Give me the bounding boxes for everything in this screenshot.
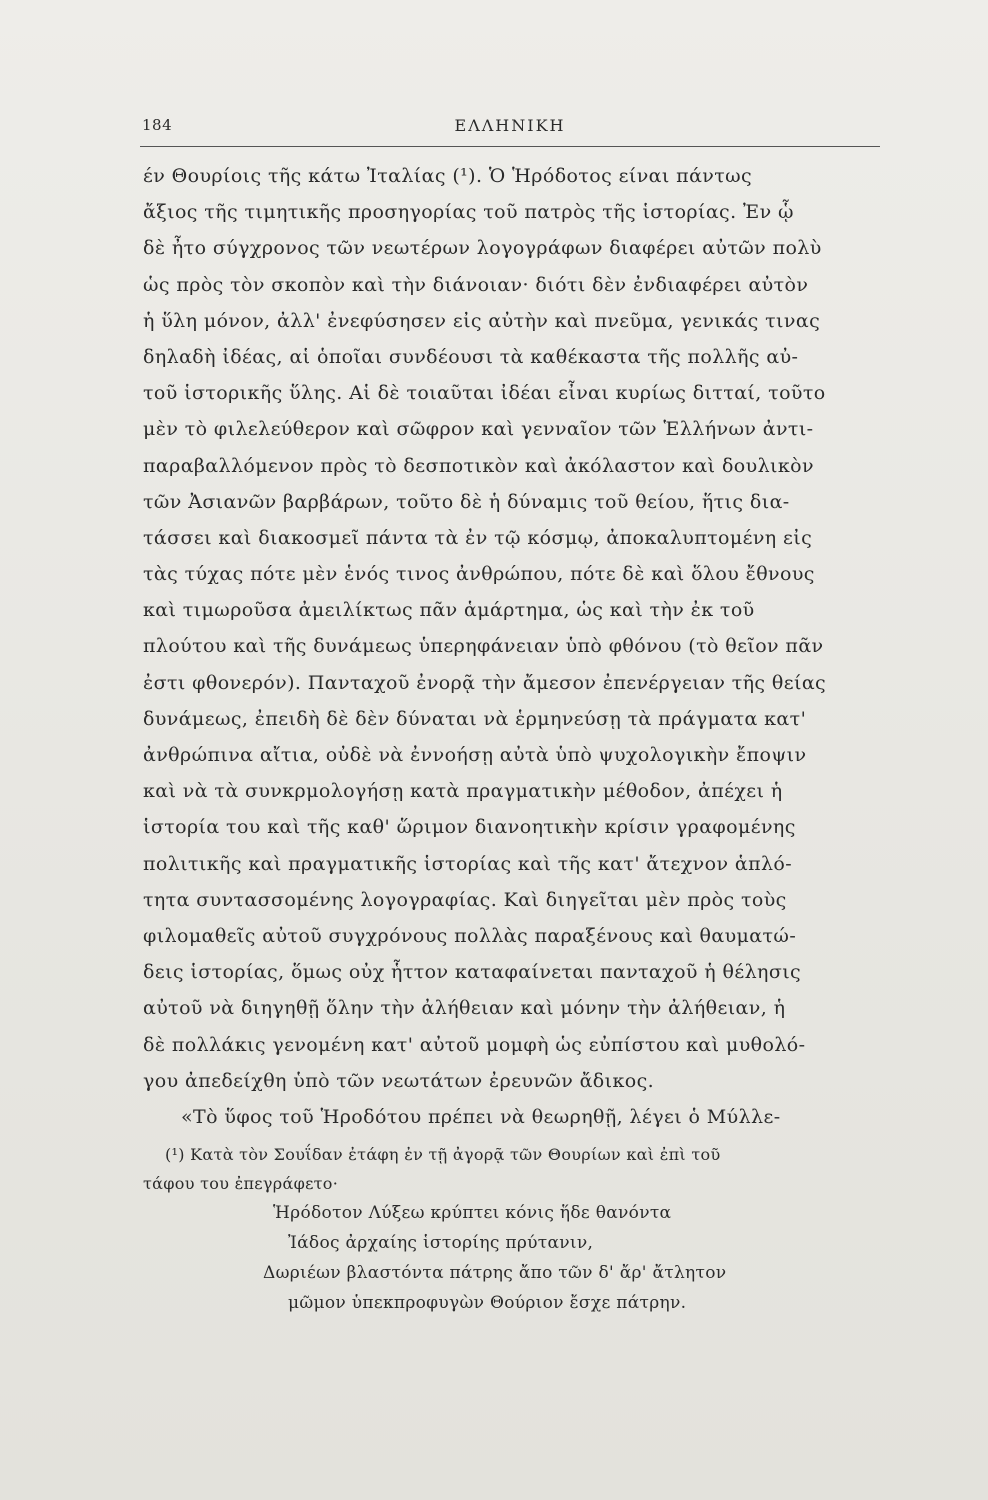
text-line: ἄξιος τῆς τιμητικῆς προσηγορίας τοῦ πατρὸς τῆς ἱστορίας. Ἐν ᾧ [143, 201, 794, 224]
text-line: πολιτικῆς καὶ πραγματικῆς ἱστορίας καὶ τῆς κατ' ἄτεχνον ἁπλό- [143, 852, 793, 875]
text-line: δὲ πολλάκις γενομένη κατ' αὐτοῦ μομφὴ ὡς εὐπίστου καὶ μυθολό- [143, 1033, 806, 1056]
text-line: καὶ τιμωροῦσα ἀμειλίκτως πᾶν ἁμάρτημα, ὡς καὶ τὴν ἐκ τοῦ [143, 599, 755, 622]
text-line: γου ἀπεδείχθη ὑπὸ τῶν νεωτάτων ἐρευνῶν ἄδικος. [143, 1069, 655, 1092]
text-line: «Τὸ ὕφος τοῦ Ἡροδότου πρέπει νὰ θεωρηθῇ, λέγει ὁ Μύλλε- [181, 1105, 781, 1128]
text-line: τῶν Ἀσιανῶν βαρβάρων, τοῦτο δὲ ἡ δύναμις τοῦ θείου, ἥτις δια- [143, 490, 790, 513]
text-line: δὲ ἦτο σύγχρονος τῶν νεωτέρων λογογράφων διαφέρει αὐτῶν πολὺ [143, 237, 822, 260]
text-line: έν Θουρίοις τῆς κάτω Ἰταλίας (¹). Ὁ Ἡρόδοτος είναι πάντως [143, 165, 753, 187]
text-line: ὡς πρὸς τὸν σκοπὸν καὶ τὴν διάνοιαν· διότι δὲν ἐνδιαφέρει αὐτὸν [143, 273, 809, 296]
epigram-verse: Ἰάδος ἀρχαίης ἱστορίης πρύτανιν, [288, 1233, 594, 1253]
footnote [143, 1140, 878, 1318]
main-text [143, 158, 878, 1135]
text-line: φιλομαθεῖς αὐτοῦ συγχρόνους πολλὰς παραξένους καὶ θαυματώ- [143, 924, 797, 947]
text-line: τητα συντασσομένης λογογραφίας. Καὶ διηγεῖται μὲν πρὸς τοὺς [143, 888, 787, 911]
page-header [140, 116, 880, 147]
text-line: τὰς τύχας πότε μὲν ἑνός τινος ἀνθρώπου, πότε δὲ καὶ ὅλου ἔθνους [143, 563, 815, 586]
text-line: καὶ νὰ τὰ συνκρμολογήσῃ κατὰ πραγματικὴν μέθοδον, ἀπέχει ἡ [143, 780, 783, 803]
text-line: τοῦ ἱστορικῆς ὕλης. Αἱ δὲ τοιαῦται ἰδέαι εἶναι κυρίως διτταί, τοῦτο [143, 382, 826, 405]
text-line: ἡ ὕλη μόνον, ἀλλ' ἐνεφύσησεν εἰς αὐτὴν καὶ πνεῦμα, γενικάς τινας [143, 309, 821, 332]
page-number: 184 [142, 116, 173, 134]
footnote-line: τάφου του ἐπεγράφετο· [143, 1174, 339, 1193]
text-line: ἐστι φθονερόν). Πανταχοῦ ἐνορᾷ τὴν ἄμεσον ἐπενέργειαν τῆς θείας [143, 671, 827, 694]
text-line: ἀνθρώπινα αἴτια, οὐδὲ νὰ ἐννοήσῃ αὐτὰ ὑπὸ ψυχολογικὴν ἔποψιν [143, 744, 807, 766]
text-line: αὐτοῦ νὰ διηγηθῇ ὅλην τὴν ἀλήθειαν καὶ μόνην τὴν ἀλήθειαν, ἡ [143, 997, 786, 1020]
footnote-line: (¹) Κατὰ τὸν Σουΐδαν ἐτάφη ἐν τῇ ἀγορᾷ τῶν Θουρίων καὶ ἐπὶ τοῦ [165, 1145, 721, 1164]
text-line: τάσσει καὶ διακοσμεῖ πάντα τὰ ἐν τῷ κόσμῳ, ἀποκαλυπτομένη εἰς [143, 526, 813, 549]
running-title: ΕΛΛΗΝΙΚΗ [454, 116, 566, 135]
text-line: ἱστορία του καὶ τῆς καθ' ὥριμον διανοητικὴν κρίσιν γραφομένης [143, 816, 796, 839]
text-line: δηλαδὴ ἰδέας, αἱ ὁποῖαι συνδέουσι τὰ καθέκαστα τῆς πολλῆς αὐ- [143, 345, 799, 368]
text-line: μὲν τὸ φιλελεύθερον καὶ σῶφρον καὶ γενναῖον τῶν Ἑλλήνων ἀντι- [143, 418, 814, 441]
text-line: παραβαλλόμενον πρὸς τὸ δεσποτικὸν καὶ ἀκόλαστον καὶ δουλικὸν [143, 454, 814, 477]
epigram-verse: Δωριέων βλαστόντα πάτρης ἄπο τῶν δ' ἄρ' ἄτλητον [263, 1263, 727, 1283]
epigram-verse: μῶμον ὑπεκπροφυγὼν Θούριον ἔσχε πάτρην. [288, 1293, 687, 1313]
text-line: δεις ἱστορίας, ὅμως οὐχ ἧττον καταφαίνεται πανταχοῦ ἡ θέλησις [143, 961, 802, 984]
epigram-verse: Ἡρόδοτον Λύξεω κρύπτει κόνις ἥδε θανόντα [273, 1203, 672, 1223]
text-line: πλούτου καὶ τῆς δυνάμεως ὑπερηφάνειαν ὑπὸ φθόνου (τὸ θεῖον πᾶν [143, 635, 824, 658]
text-line: δυνάμεως, ἐπειδὴ δὲ δὲν δύναται νὰ ἑρμηνεύσῃ τὰ πράγματα κατ' [143, 707, 807, 730]
